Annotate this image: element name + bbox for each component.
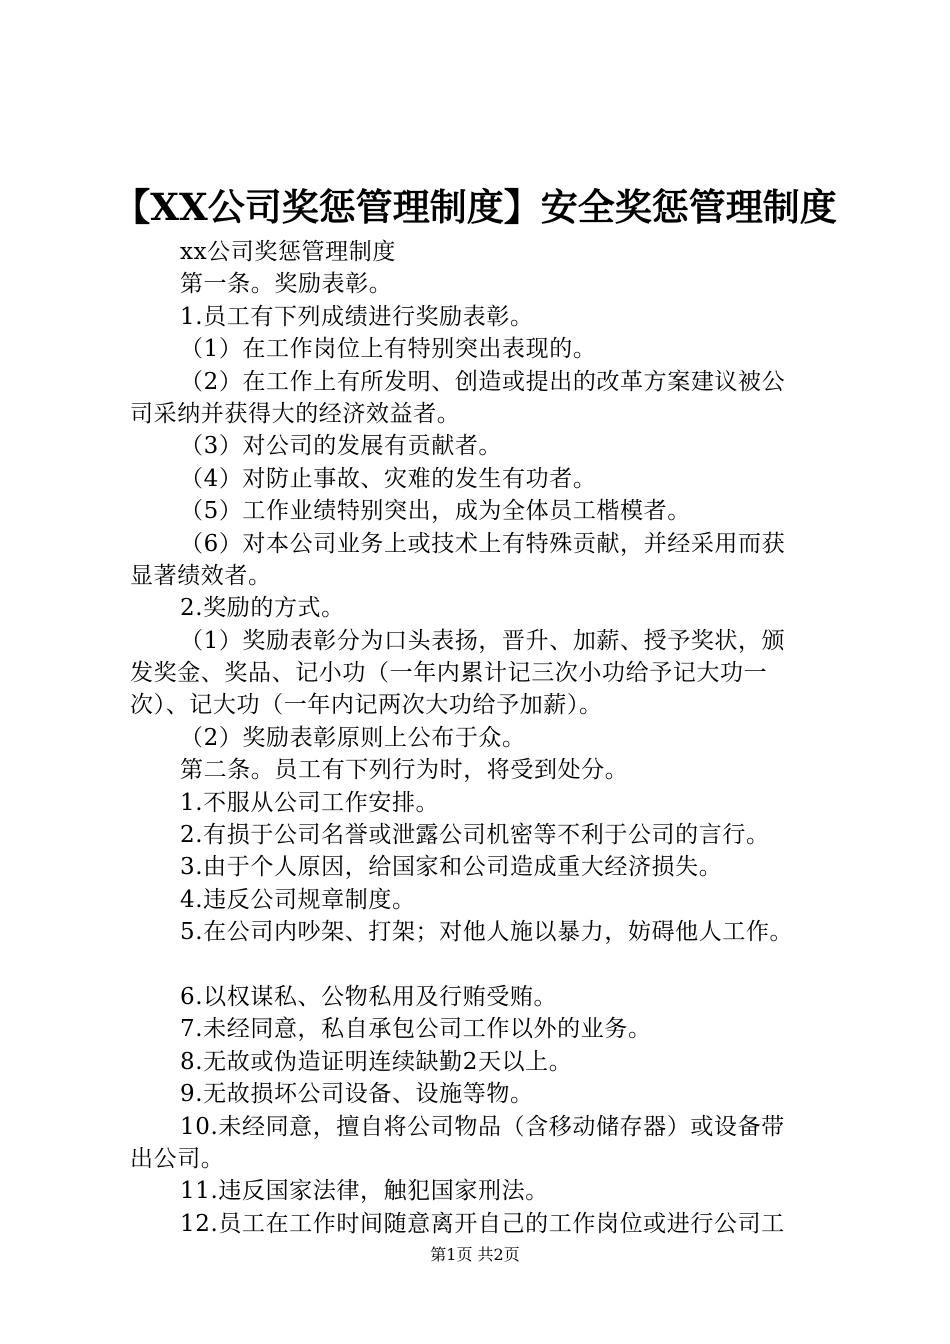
paragraph-line: （1）奖励表彰分为口头表扬，晋升、加薪、授予奖状，颁: [180, 627, 786, 654]
paragraph-line: 4.违反公司规章制度。: [180, 886, 416, 913]
paragraph-line: 司采纳并获得大的经济效益者。: [130, 400, 461, 427]
paragraph-line: 12.员工在工作时间随意离开自己的工作岗位或进行公司工: [180, 1210, 785, 1237]
paragraph-line: 显著绩效者。: [130, 562, 272, 589]
paragraph-line: 2.奖励的方式。: [180, 595, 345, 622]
paragraph-line: 6.以权谋私、公物私用及行贿受贿。: [180, 983, 558, 1010]
paragraph-line: 第一条。奖励表彰。: [180, 271, 393, 298]
paragraph-line: 出公司。: [130, 1145, 225, 1172]
paragraph-line: 8.无故或伪造证明连续缺勤2天以上。: [180, 1048, 573, 1075]
paragraph-line: （1）在工作岗位上有特别突出表现的。: [180, 336, 597, 363]
paragraph-line: 发奖金、奖品、记小功（一年内累计记三次小功给予记大功一: [130, 660, 768, 687]
paragraph-line: 11.违反国家法律，触犯国家刑法。: [180, 1178, 549, 1205]
paragraph-line: 1.员工有下列成绩进行奖励表彰。: [180, 303, 534, 330]
paragraph-line: 9.无故损坏公司设备、设施等物。: [180, 1081, 534, 1108]
paragraph-line: 3.由于个人原因，给国家和公司造成重大经济损失。: [180, 854, 723, 881]
paragraph-line: xx公司奖惩管理制度: [180, 239, 396, 265]
paragraph-line: 10.未经同意，擅自将公司物品（含移动储存器）或设备带: [180, 1113, 785, 1140]
paragraph-line: （3）对公司的发展有贡献者。: [180, 433, 503, 460]
paragraph-line: 2.有损于公司名誉或泄露公司机密等不利于公司的言行。: [180, 822, 770, 849]
paragraph-line: 5.在公司内吵架、打架；对他人施以暴力，妨碍他人工作。: [180, 919, 794, 946]
paragraph-line: （6）对本公司业务上或技术上有特殊贡献，并经采用而获: [180, 530, 786, 557]
paragraph-line: 次）、记大功（一年内记两次大功给予加薪）。: [130, 692, 603, 719]
paragraph-line: 第二条。员工有下列行为时，将受到处分。: [180, 757, 629, 784]
document-body: [130, 236, 830, 1240]
page-footer: 第1页 共2页: [430, 1245, 520, 1264]
paragraph-line: （5）工作业绩特别突出，成为全体员工楷模者。: [180, 498, 691, 525]
paragraph-line: 1.不服从公司工作安排。: [180, 789, 440, 816]
paragraph-line: [130, 949, 830, 981]
paragraph-line: （2）在工作上有所发明、创造或提出的改革方案建议被公: [180, 368, 786, 395]
paragraph-line: 7.未经同意，私自承包公司工作以外的业务。: [180, 1016, 652, 1043]
document-title: 【XX公司奖惩管理制度】安全奖惩管理制度: [113, 185, 837, 229]
paragraph-line: （4）对防止事故、灾难的发生有功者。: [180, 465, 597, 492]
paragraph-line: （2）奖励表彰原则上公布于众。: [180, 724, 526, 751]
